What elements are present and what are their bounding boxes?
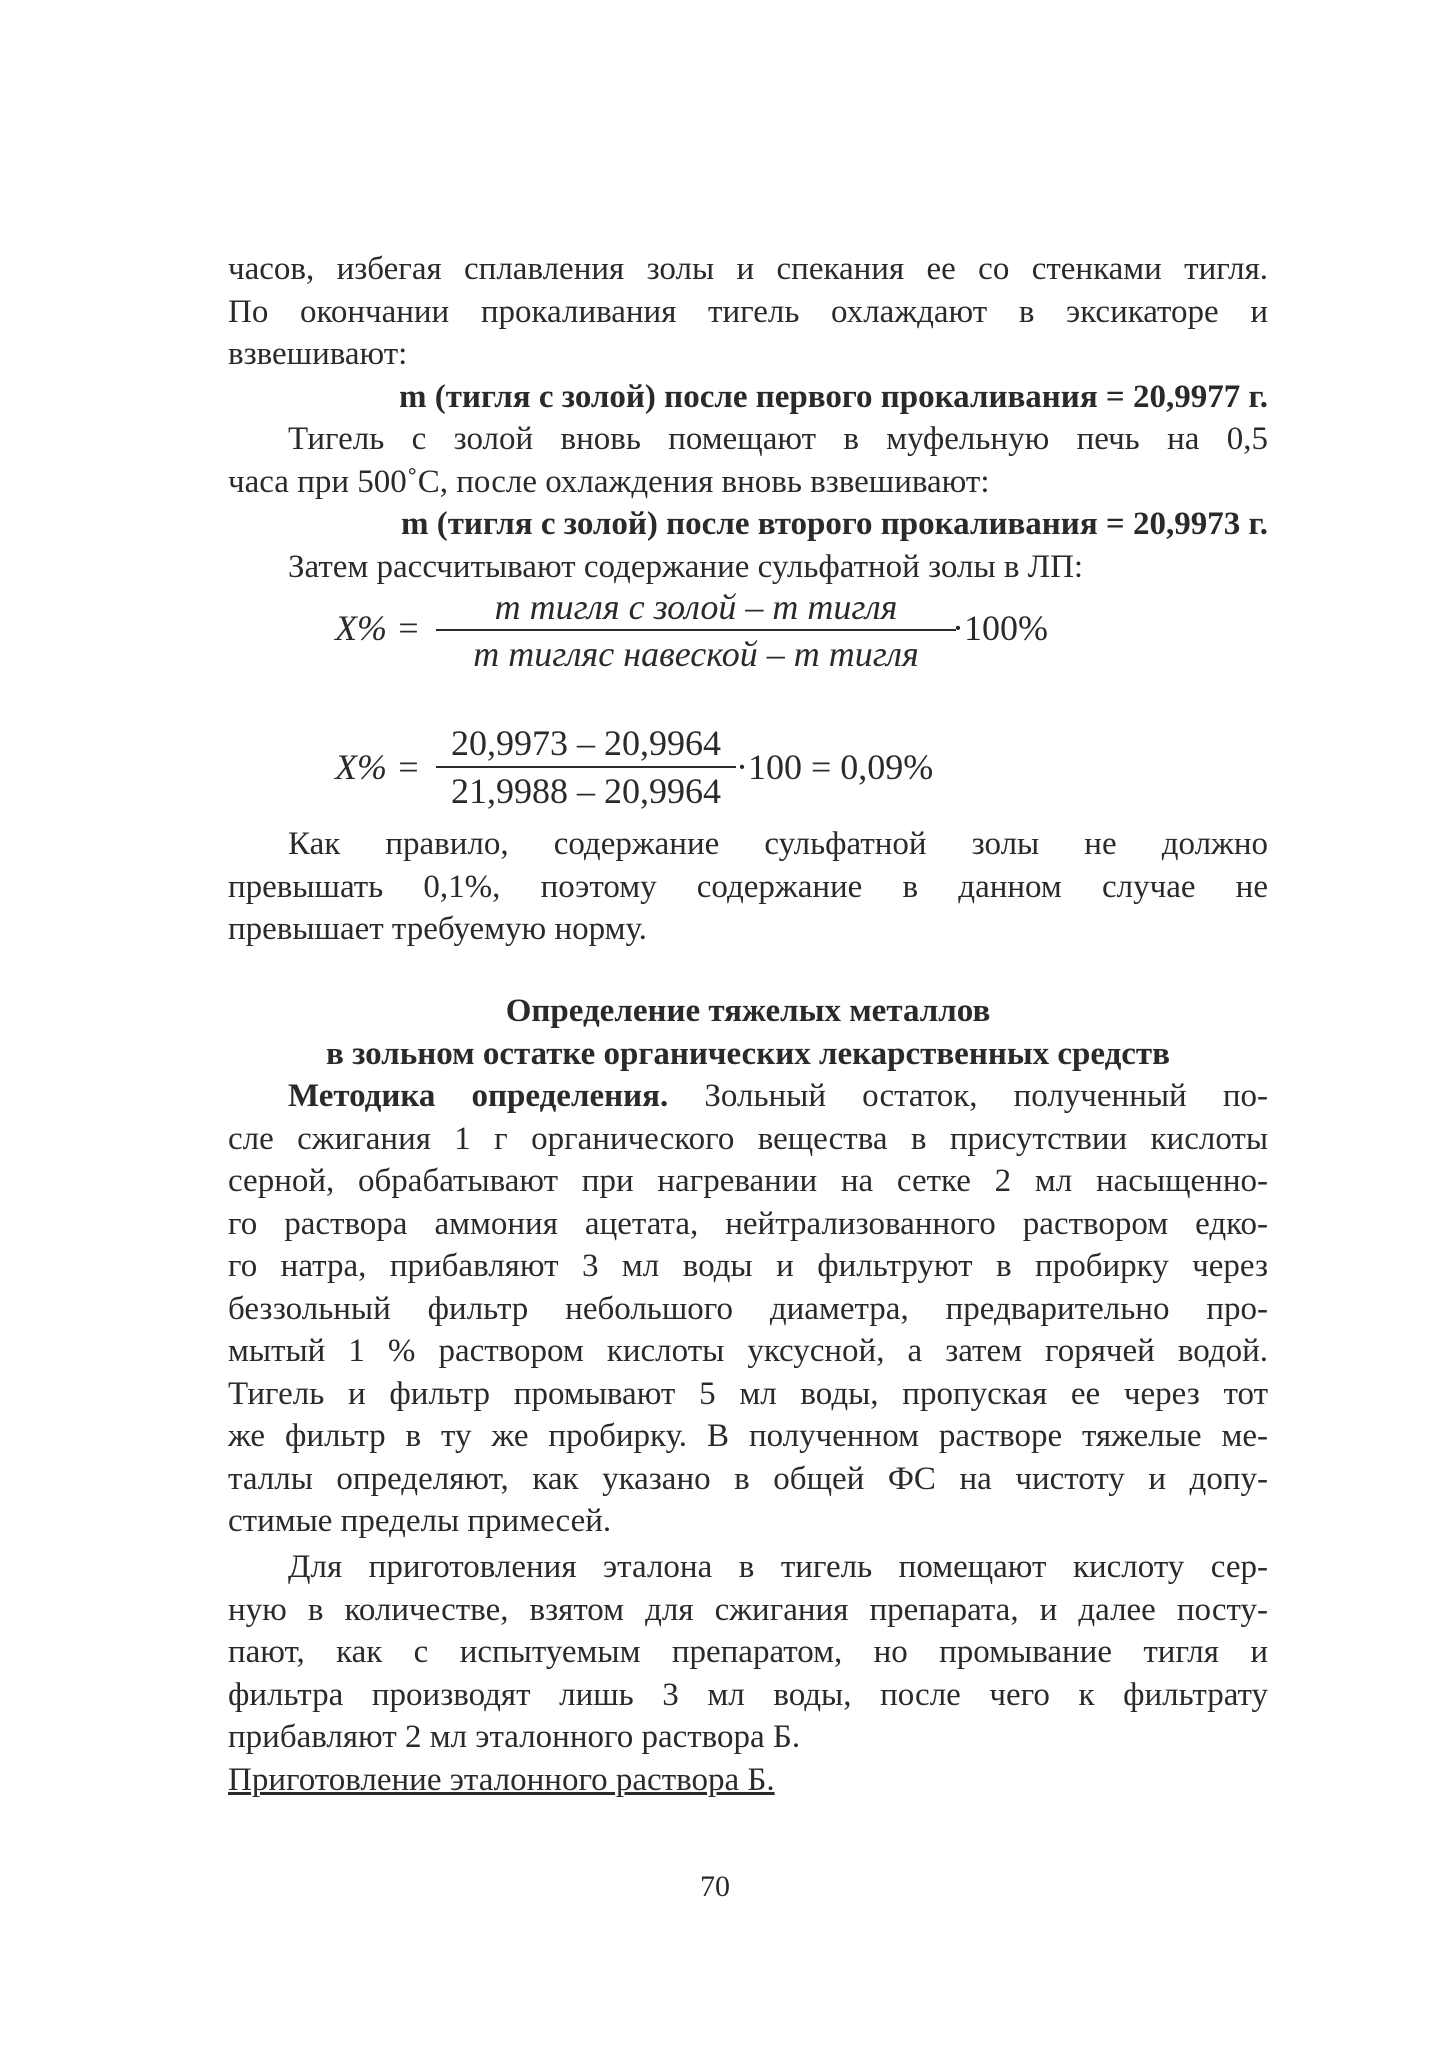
method-lead: Методика определения. xyxy=(288,1078,669,1114)
formula-numerator: 20,9973 – 20,9964 xyxy=(451,723,721,763)
heading-line: в зольном остатке органических лекарственных средств xyxy=(326,1035,1170,1072)
text-line: пают, как с испытуемым препаратом, но промывание тигля и xyxy=(228,1634,1268,1670)
text-line: Тигель с золой вновь помещают в муфельную печь на 0,5 xyxy=(288,421,1268,457)
text-line: го натра, прибавляют 3 мл воды и фильтруют в пробирку через xyxy=(228,1248,1268,1284)
mass-result-second: m (тигля с золой) после второго прокаливания = 20,9973 г. xyxy=(400,506,1268,542)
formula-factor: ·100% xyxy=(952,608,1048,648)
text-line: Тигель и фильтр промывают 5 мл воды, пропуская ее через тот xyxy=(228,1375,1268,1412)
section-heading xyxy=(228,990,1268,1075)
text-line: часов, избегая сплавления золы и спекания ее со стенками тигля. xyxy=(228,251,1268,287)
formula-denominator: m тигляс навеской – m тигля xyxy=(473,634,919,674)
page-number: 70 xyxy=(700,1870,730,1903)
text-line: взвешивают: xyxy=(228,336,408,372)
text-line: беззольный фильтр небольшого диаметра, предварительно про- xyxy=(228,1290,1268,1327)
text-line: превышать 0,1%, поэтому содержание в данном случае не xyxy=(228,868,1268,905)
text-line: Методика определения. Зольный остаток, полученный по- xyxy=(288,1078,1268,1114)
formula-fraction xyxy=(436,720,736,814)
text-line: Для приготовления эталона в тигель помещают кислоту сер- xyxy=(288,1549,1268,1585)
text-line: сле сжигания 1 г органического вещества в присутствии кислоты xyxy=(228,1120,1268,1157)
subheading-standard-solution: Приготовление эталонного раствора Б. xyxy=(228,1762,775,1798)
text-line: го раствора аммония ацетата, нейтрализованного раствором едко- xyxy=(228,1205,1268,1242)
text-line: прибавляют 2 мл эталонного раствора Б. xyxy=(228,1719,801,1755)
formula-numerator: m тигля с золой – m тигля xyxy=(494,587,898,627)
paragraph-conclusion xyxy=(228,823,1268,951)
text-line: таллы определяют, как указано в общей ФС на чистоту и допу- xyxy=(228,1460,1268,1497)
text-line: фильтра производят лишь 3 мл воды, после чего к фильтрату xyxy=(228,1676,1268,1713)
formula-lhs: X% = xyxy=(335,608,421,648)
paragraph-continuation xyxy=(228,248,1268,376)
text-line: По окончании прокаливания тигель охлаждают в эксикаторе и xyxy=(228,293,1268,330)
text-line: превышает требуемую норму. xyxy=(228,911,647,947)
paragraph-second-calcination xyxy=(228,418,1268,503)
text-line: часа при 500˚С, после охлаждения вновь взвешивают: xyxy=(228,463,990,500)
paragraph-method xyxy=(228,1075,1268,1543)
formula-result: ·100 = 0,09% xyxy=(736,747,934,787)
formula-fraction xyxy=(436,585,956,677)
text-line: же фильтр в ту же пробирку. В полученном растворе тяжелые ме- xyxy=(228,1418,1268,1454)
paragraph-standard xyxy=(228,1546,1268,1759)
text-line: ную в количестве, взятом для сжигания препарата, и далее посту- xyxy=(228,1591,1268,1628)
text-line: Как правило, содержание сульфатной золы не должно xyxy=(288,826,1268,862)
formula-denominator: 21,9988 – 20,9964 xyxy=(451,771,721,811)
calculation-intro: Затем рассчитывают содержание сульфатной золы в ЛП: xyxy=(288,549,1084,585)
mass-result-first: m (тигля с золой) после первого прокаливания = 20,9977 г. xyxy=(399,379,1268,415)
text-line: мытый 1 % раствором кислоты уксусной, а затем горячей водой. xyxy=(228,1333,1268,1369)
formula-lhs: X% = xyxy=(335,747,421,787)
text-line: стимые пределы примесей. xyxy=(228,1503,612,1539)
text-line: серной, обрабатывают при нагревании на сетке 2 мл насыщенно- xyxy=(228,1163,1268,1199)
heading-line: Определение тяжелых металлов xyxy=(505,993,991,1029)
